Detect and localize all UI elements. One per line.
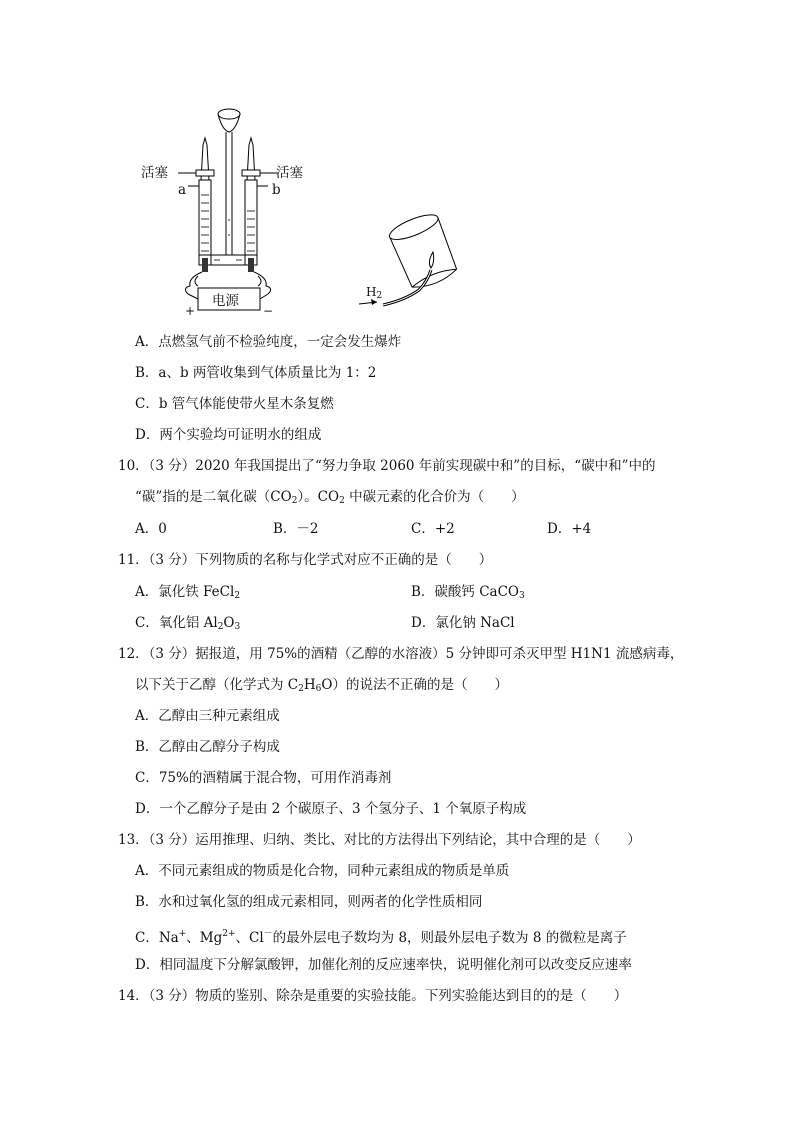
- minus-sign-label: −: [263, 304, 274, 318]
- q14-stem: 14．（3 分）物质的鉴别、除杂是重要的实验技能。下列实验能达到目的的是（ ）: [118, 988, 628, 1004]
- q9-option-b: B．a、b 两管收集到气体质量比为 1：2: [135, 365, 377, 381]
- q10-stem-line1: 10．（3 分）2020 年我国提出了“努力争取 2060 年前实现碳中和”的目标，“碳中和”中的: [118, 458, 656, 474]
- q12-option-a: A．乙醇由三种元素组成: [135, 708, 280, 724]
- q13-option-b: B．水和过氧化氢的组成元素相同，则两者的化学性质相同: [135, 894, 483, 910]
- q12-option-b: B．乙醇由乙醇分子构成: [135, 739, 280, 755]
- q12-option-d: D．一个乙醇分子是由 2 个碳原子、3 个氢分子、1 个氧原子构成: [135, 801, 527, 817]
- q9-option-d: D．两个实验均可证明水的组成: [135, 427, 322, 443]
- q11-option-d: D．氯化钠 NaCl: [411, 615, 515, 631]
- tube-a-label: a: [178, 182, 187, 198]
- tube-b-label: b: [272, 182, 281, 198]
- plus-sign-label: +: [185, 304, 196, 318]
- q11-option-c: C．氧化铝 $Al_2O_3$: [135, 615, 241, 632]
- q13-option-d: D．相同温度下分解氯酸钾，加催化剂的反应速率快，说明催化剂可以改变反应速率: [135, 957, 632, 973]
- power-supply-label: 电源: [212, 293, 239, 309]
- q9-option-a: A．点燃氢气前不检验纯度，一定会发生爆炸: [135, 334, 402, 350]
- right-valve-label: 活塞: [276, 165, 303, 181]
- q12-stem-line2: 以下关于乙醇（化学式为 $C_2H_6O$）的说法不正确的是（ ）: [135, 677, 508, 694]
- q10-option-c: C．+2: [411, 521, 455, 537]
- q13-option-a: A．不同元素组成的物质是化合物，同种元素组成的物质是单质: [135, 863, 510, 879]
- h2-label: $H_2$: [366, 285, 383, 301]
- q12-stem-line1: 12．（3 分）据报道，用 75%的酒精（乙醇的水溶液）5 分钟即可杀灭甲型 H1N1 流感病毒，: [118, 646, 684, 662]
- q13-stem: 13．（3 分）运用推理、归纳、类比、对比的方法得出下列结论，其中合理的是（ ）: [118, 832, 641, 848]
- q13-option-c: C．Na+、$Mg^{2+}$、Cl－的最外层电子数均为 8，则最外层电子数为 8 的微粒是离子: [135, 929, 627, 946]
- q9-option-c: C．b 管气体能使带火星木条复燃: [135, 396, 334, 412]
- q10-option-d: D．+4: [547, 521, 592, 537]
- q10-option-a: A．0: [135, 521, 167, 537]
- q11-stem: 11．（3 分）下列物质的名称与化学式对应不正确的是（ ）: [118, 552, 493, 568]
- q11-option-a: A．氯化铁 FeCl$_2$: [135, 584, 241, 601]
- q10-stem-line2: “碳”指的是二氧化碳$(CO_2)$。$CO_2$ 中碳元素的化合价为（ ）: [135, 489, 525, 506]
- left-valve-label: 活塞: [141, 165, 168, 181]
- q11-option-b: B．碳酸钙 CaCO$_3$: [411, 584, 525, 601]
- q12-option-c: C．75%的酒精属于混合物，可用作消毒剂: [135, 770, 392, 786]
- q10-option-b: B．－2: [273, 521, 319, 537]
